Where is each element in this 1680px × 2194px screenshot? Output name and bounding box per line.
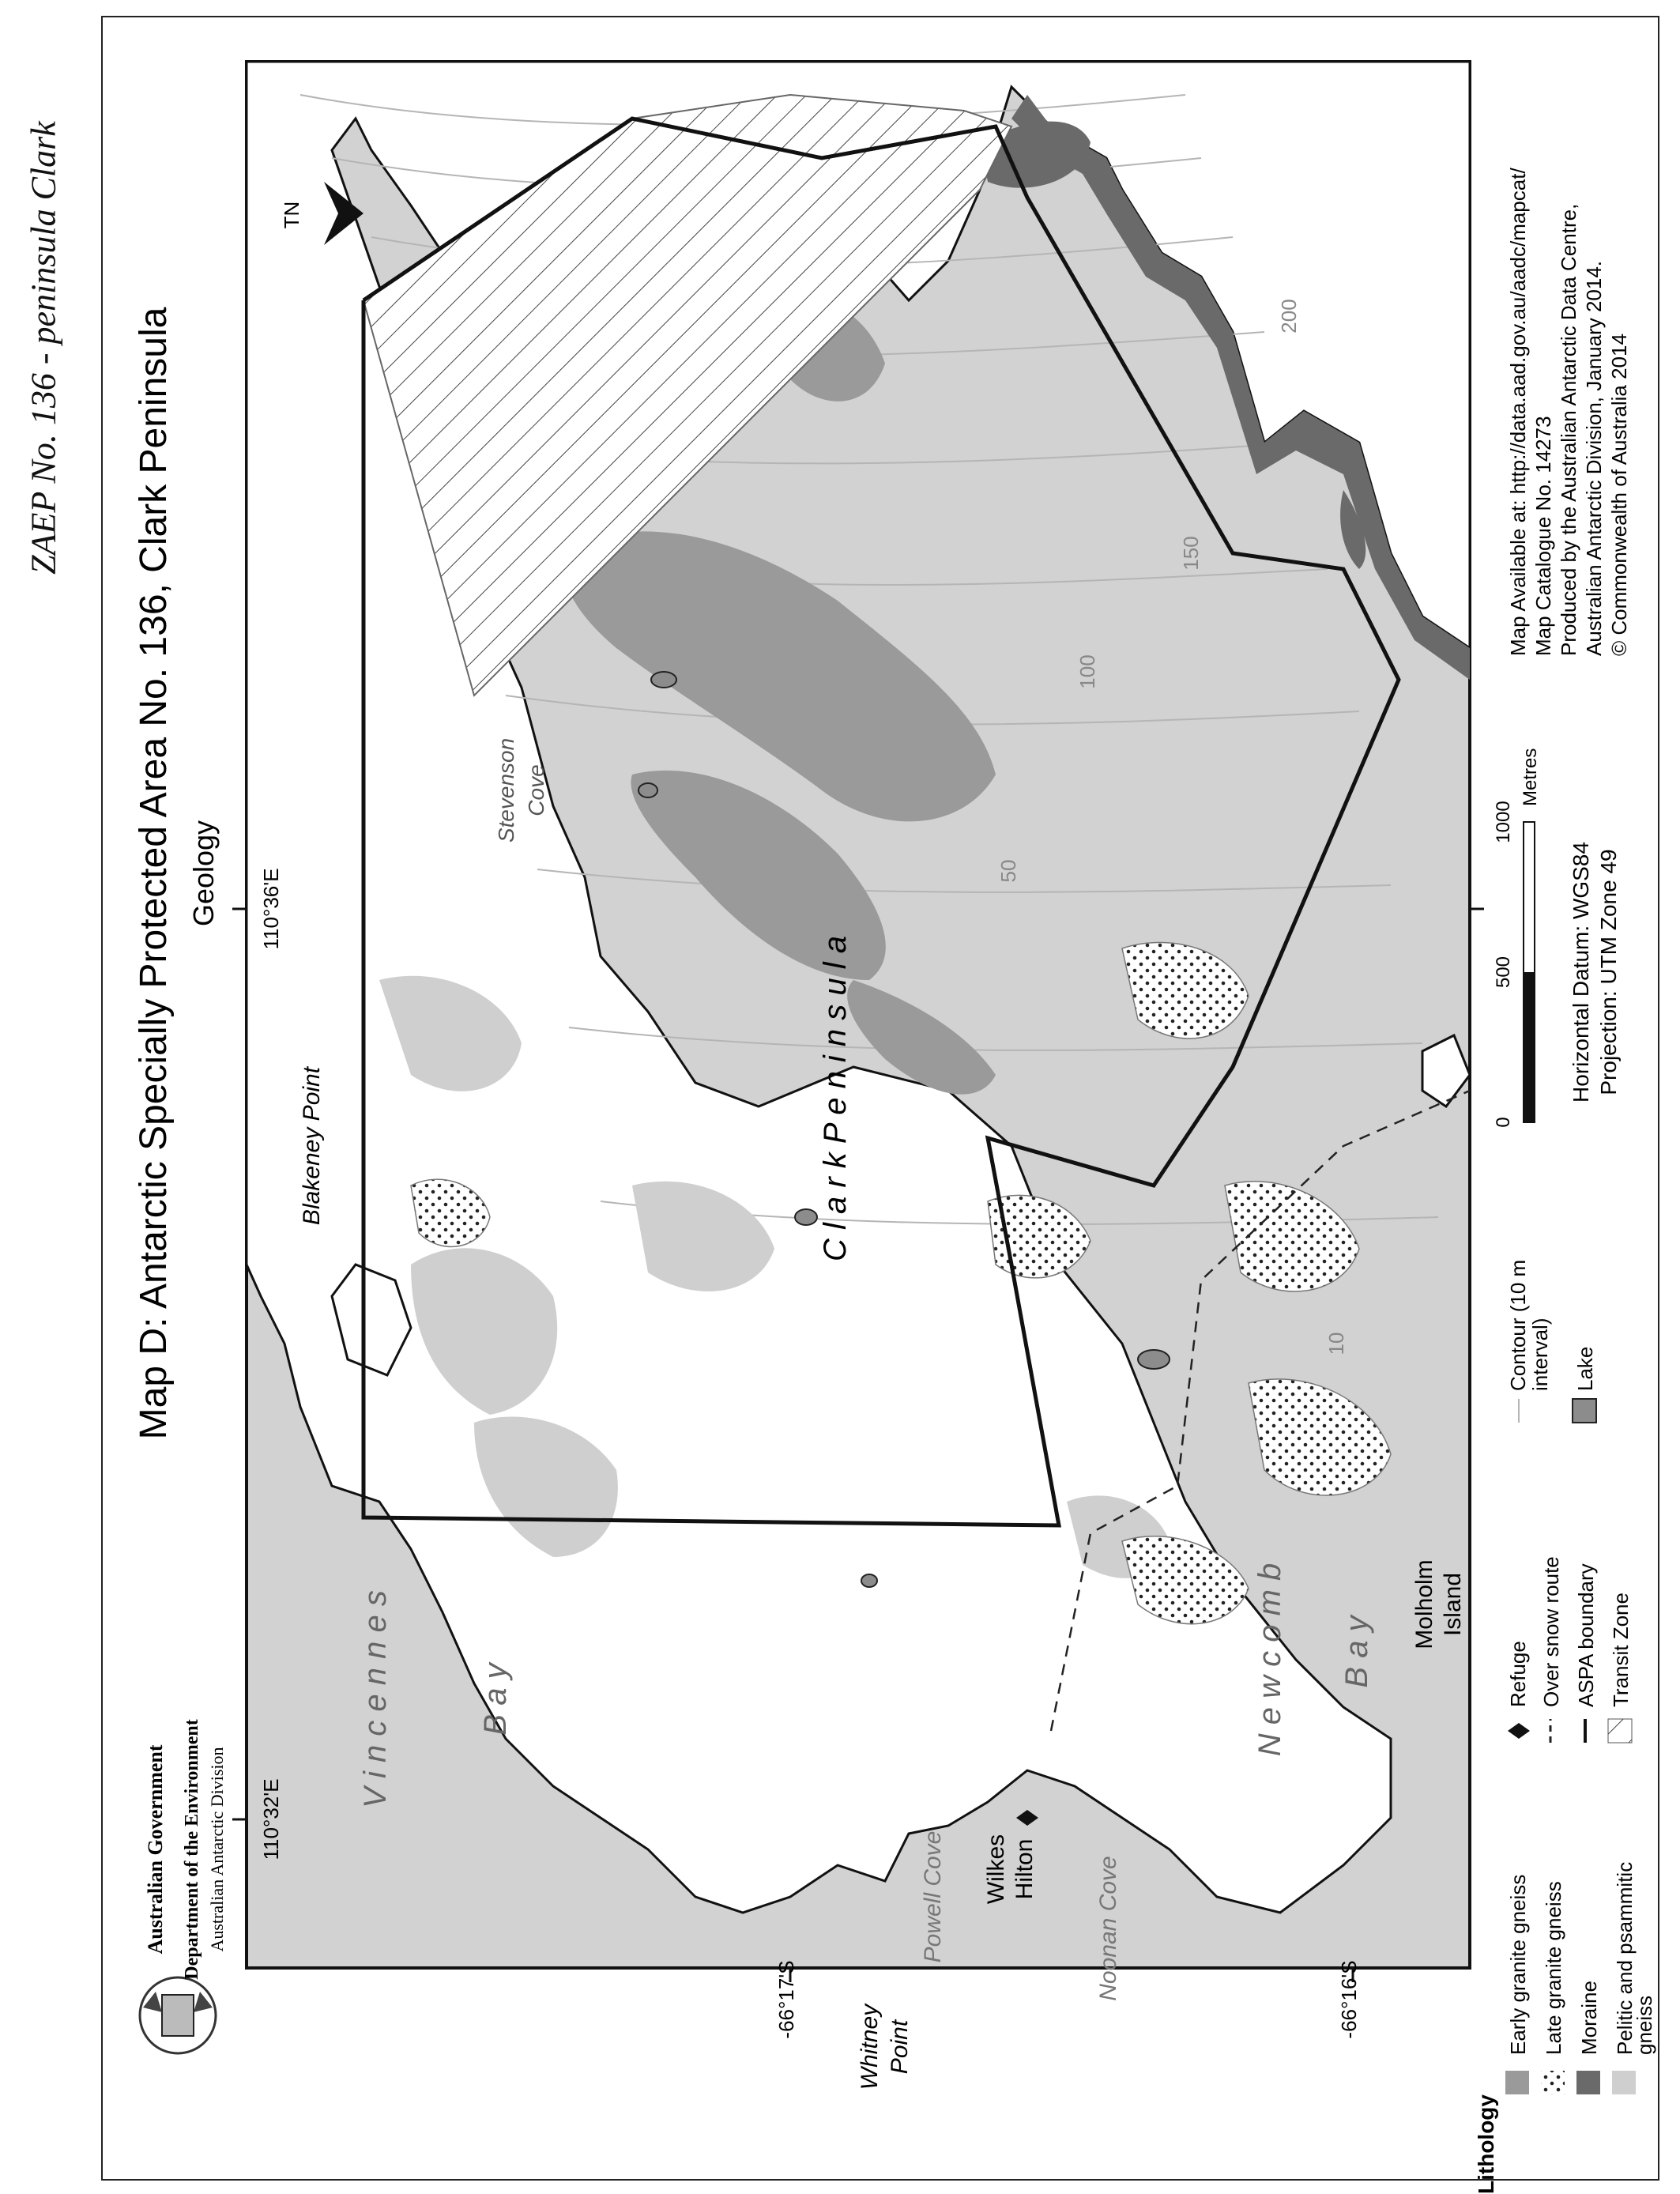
legend-contour-2: interval) xyxy=(1528,1318,1552,1391)
label-hilton: Hilton xyxy=(1011,1838,1038,1900)
label-newcomb: N e w c o m b xyxy=(1252,1563,1287,1757)
label-blakeney-point: Blakeney Point xyxy=(299,1066,325,1226)
label-molholm: Molholm xyxy=(1411,1559,1437,1649)
lon-label-2: 110°32'E xyxy=(259,1778,283,1860)
scale-unit: Metres xyxy=(1520,748,1541,806)
legend xyxy=(1474,1260,1656,2194)
government-logo xyxy=(140,1719,227,2053)
contour-label-200: 200 xyxy=(1277,299,1301,334)
credit-line-1: Map Available at: http://data.aad.gov.au/aadc/mapcat/ xyxy=(1506,168,1530,656)
scale-tick-500: 500 xyxy=(1493,956,1514,989)
lat-label-2: -66°16'S xyxy=(1337,1960,1361,2039)
lat-label-1: -66°17'S xyxy=(774,1960,798,2039)
side-title-text: ZAEP No. 136 - peninsula Clark xyxy=(24,121,63,575)
legend-refuge-icon xyxy=(1508,1723,1530,1739)
swatch-moraine xyxy=(1576,2071,1600,2094)
legend-refuge: Refuge xyxy=(1506,1641,1530,1707)
legend-early-granite: Early granite gneiss xyxy=(1506,1874,1530,2055)
legend-transit: Transit Zone xyxy=(1609,1593,1633,1707)
label-stevenson-cove: Cove xyxy=(524,764,548,816)
legend-contour: Contour (10 m xyxy=(1506,1259,1530,1391)
map-subtitle: Geology xyxy=(187,820,220,927)
lon-label-1: 110°36'E xyxy=(259,868,283,950)
legend-late-granite: Late granite gneiss xyxy=(1542,1881,1565,2055)
swatch-early-granite xyxy=(1505,2071,1529,2094)
legend-transit-swatch xyxy=(1608,1719,1632,1743)
legend-lake: Lake xyxy=(1573,1346,1597,1391)
north-label: TN xyxy=(280,201,303,229)
legend-pelitic-2: gneiss xyxy=(1633,1995,1656,2055)
swatch-pelitic xyxy=(1612,2071,1636,2094)
contour-label-150: 150 xyxy=(1179,536,1203,571)
coat-of-arms-icon xyxy=(140,1977,216,2053)
swatch-late-granite xyxy=(1541,2071,1565,2094)
logo-line-2: Department of the Environment xyxy=(182,1719,202,1980)
map-area xyxy=(232,62,1484,1982)
contour-label-50: 50 xyxy=(996,859,1020,883)
label-molholm-island: Island xyxy=(1440,1572,1466,1637)
label-vincennes: V i n c e n n e s xyxy=(358,1590,393,1808)
label-stevenson: Stevenson xyxy=(494,737,518,843)
map-title: Map D: Antarctic Specially Protected Area No. 136, Clark Peninsula xyxy=(133,307,175,1440)
label-whitney-point: Point xyxy=(887,2019,913,2075)
legend-aspa: ASPA boundary xyxy=(1574,1563,1598,1707)
label-wilkes: Wilkes xyxy=(983,1834,1009,1905)
credit-line-2: Map Catalogue No. 14273 xyxy=(1531,416,1555,656)
contour-label-10: 10 xyxy=(1324,1332,1348,1355)
credit-line-3: Produced by the Australian Antarctic Data Centre, xyxy=(1557,203,1580,656)
scale-projection: Projection: UTM Zone 49 xyxy=(1596,849,1621,1095)
contour-label-100: 100 xyxy=(1075,654,1099,689)
logo-line-3: Australian Antarctic Division xyxy=(207,1747,227,1952)
legend-pelitic: Pelitic and psammitic xyxy=(1613,1861,1637,2055)
credit-line-5: © Commonwealth of Australia 2014 xyxy=(1607,334,1631,656)
legend-route: Over snow route xyxy=(1539,1556,1563,1707)
label-clark-peninsula: C l a r k P e n i n s u l a xyxy=(818,935,853,1262)
credits xyxy=(1506,168,1631,656)
label-whitney: Whitney xyxy=(857,2004,883,2090)
label-newcomb-bay: B a y xyxy=(1339,1615,1374,1688)
label-vincennes-bay: B a y xyxy=(478,1663,513,1736)
scale-tick-1000: 1000 xyxy=(1493,801,1514,843)
label-noonan-cove: Noonan Cove xyxy=(1095,1856,1121,2001)
scale-tick-0: 0 xyxy=(1493,1117,1514,1128)
legend-lake-swatch xyxy=(1573,1399,1596,1423)
label-powell-cove: Powell Cove xyxy=(920,1830,946,1963)
legend-moraine: Moraine xyxy=(1577,1981,1601,2055)
scale-bar xyxy=(1493,748,1621,1128)
logo-line-1: Australian Government xyxy=(144,1744,167,1955)
legend-lithology-title: Lithology xyxy=(1474,2094,1498,2194)
scale-datum: Horizontal Datum: WGS84 xyxy=(1569,842,1593,1103)
credit-line-4: Australian Antarctic Division, January 2014. xyxy=(1582,260,1606,656)
